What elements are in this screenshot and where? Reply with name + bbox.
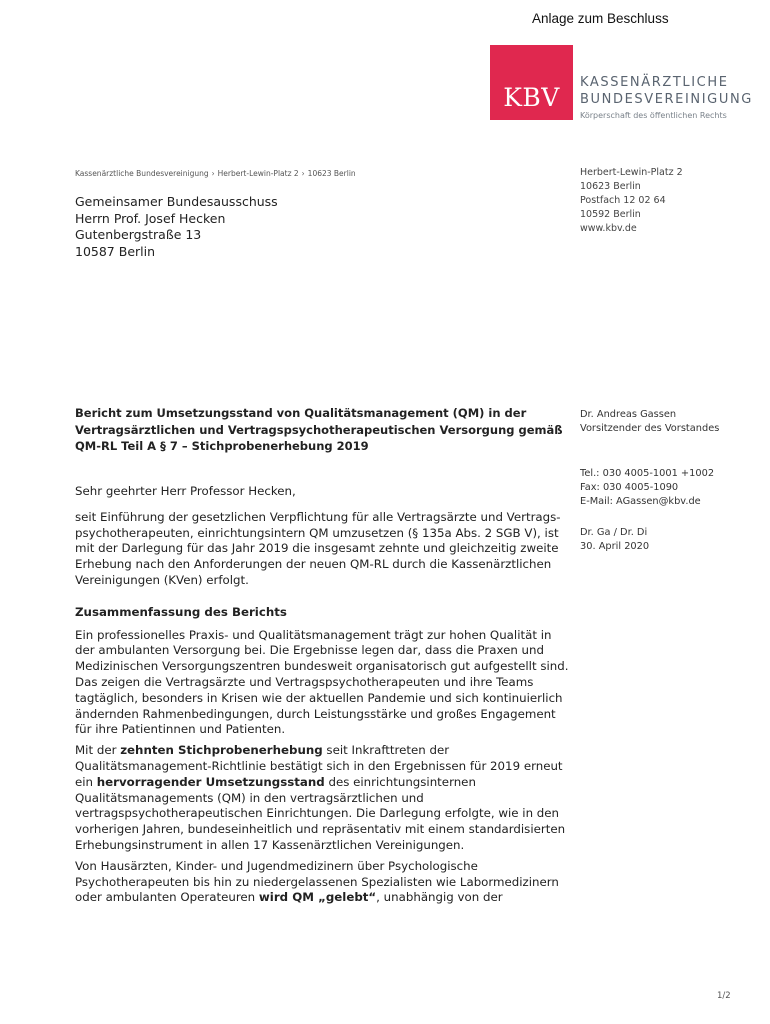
- text-run: Von Hausärzten, Kinder- und Jugendmedizinern über Psychologische Psychotherapeuten bis hin zu niedergelassenen Spezialisten wie Labormedizinern oder ambulanten Operateuren: [75, 858, 559, 905]
- contact-line: 10592 Berlin: [580, 209, 641, 220]
- text-run: des einrichtungsinternen Qualitätsmanagements (QM) in den vertragsärztlichen und vertragspsychotherapeutischen Einrichtungen. Die Darlegung erfolgte, wie in den vorherigen Jahren, bundeseinheitlich und repräsentativ mit einem standardisierten Erhebungsinstrument in allen 17 Kassenärztlichen Vereinigungen.: [75, 774, 566, 852]
- contact-line: 10623 Berlin: [580, 181, 641, 192]
- recipient-line: 10587 Berlin: [75, 243, 156, 259]
- signatory-name: Dr. Andreas Gassen: [580, 409, 677, 420]
- email-address: E-Mail: AGassen@kbv.de: [580, 496, 701, 507]
- contact-website: www.kbv.de: [580, 223, 637, 234]
- sender-org: Kassenärztliche Bundesvereinigung: [75, 169, 209, 178]
- sender-address-line: [75, 169, 356, 178]
- text-run: seit Inkrafttreten der Qualitätsmanagement-Richtlinie bestätigt sich in den Ergebnissen für 2019 erneut ein: [75, 743, 563, 789]
- separator-icon: ›: [301, 169, 305, 178]
- organization-subtitle: Körperschaft des öffentlichen Rechts: [580, 111, 727, 120]
- text-run: , unabhängig von der: [376, 890, 503, 905]
- signatory-block: [580, 408, 719, 436]
- contact-block: [580, 166, 683, 236]
- phone-number: Tel.: 030 4005-1001 +1002: [580, 468, 715, 479]
- emphasis: wird QM „gelebt“: [258, 890, 377, 905]
- paragraph-specialists: [75, 859, 570, 906]
- paragraph-intro: seit Einführung der gesetzlichen Verpflichtung für alle Vertragsärzte und Vertrags-psychotherapeuten, einrichtungsintern QM umzusetzen (§ 135a Abs. 2 SGB V), ist mit der Darlegung für das Jahr 2019 die insgesamt zehnte und gleichzeitig zweite Erhebung nach den Anforderungen der neuen QM-RL durch die Kassenärztlichen Vereinigungen (KVen) erfolgt.: [75, 509, 561, 587]
- recipient-address: [75, 194, 278, 260]
- recipient-line: Herrn Prof. Josef Hecken: [75, 210, 226, 226]
- org-name-line1: KASSENÄRZTLICHE: [580, 75, 729, 90]
- section-heading: Zusammenfassung des Berichts: [75, 604, 287, 619]
- annex-label: Anlage zum Beschluss: [532, 11, 669, 26]
- fax-number: Fax: 030 4005-1090: [580, 482, 679, 493]
- letter-date: 30. April 2020: [580, 541, 650, 552]
- page-number: 1/2: [717, 991, 731, 1001]
- text-run: Mit der: [75, 743, 121, 758]
- phone-block: [580, 467, 714, 509]
- signatory-role: Vorsitzender des Vorstandes: [580, 423, 720, 434]
- emphasis: zehnten Stichprobenerhebung: [120, 743, 323, 758]
- recipient-line: Gemeinsamer Bundesausschuss: [75, 194, 278, 209]
- sender-street: Herbert-Lewin-Platz 2: [217, 169, 299, 178]
- recipient-line: Gutenbergstraße 13: [75, 227, 202, 242]
- logo-text: KBV: [503, 83, 560, 112]
- kbv-logo: [490, 45, 573, 120]
- letter-subject: Bericht zum Umsetzungsstand von Qualitätsmanagement (QM) in der Vertragsärztlichen und Vertragspsychotherapeutischen Versorgung gemäß QM-RL Teil A § 7 – Stichprobenerhebung 2019: [75, 406, 563, 453]
- sender-city: 10623 Berlin: [307, 169, 356, 178]
- contact-line: Herbert-Lewin-Platz 2: [580, 167, 683, 178]
- salutation: Sehr geehrter Herr Professor Hecken,: [75, 484, 296, 498]
- reference-code: Dr. Ga / Dr. Di: [580, 527, 648, 538]
- organization-name: [580, 74, 753, 108]
- paragraph-results: [75, 743, 570, 854]
- emphasis: hervorragender Umsetzungsstand: [96, 774, 325, 789]
- reference-block: [580, 526, 649, 554]
- separator-icon: ›: [211, 169, 215, 178]
- letter-body: [75, 484, 570, 906]
- contact-line: Postfach 12 02 64: [580, 195, 666, 206]
- org-name-line2: BUNDESVEREINIGUNG: [580, 92, 753, 107]
- paragraph-summary: Ein professionelles Praxis- und Qualitätsmanagement trägt zur hohen Qualität in der ambulanten Versorgung bei. Die Ergebnisse legen dar, dass die Praxen und Medizinischen Versorgungszentren bundesweit organisatorisch gut aufgestellt sind. Das zeigen die Vertragsärzte und Vertragspsychotherapeuten und ihre Teams tagtäglich, besonders in Krisen wie der aktuellen Pandemie und sich kontinuierlich ändernden Rahmenbedingungen, durch Leistungsstärke und großes Engagement für ihre Patientinnen und Patienten.: [75, 627, 569, 737]
